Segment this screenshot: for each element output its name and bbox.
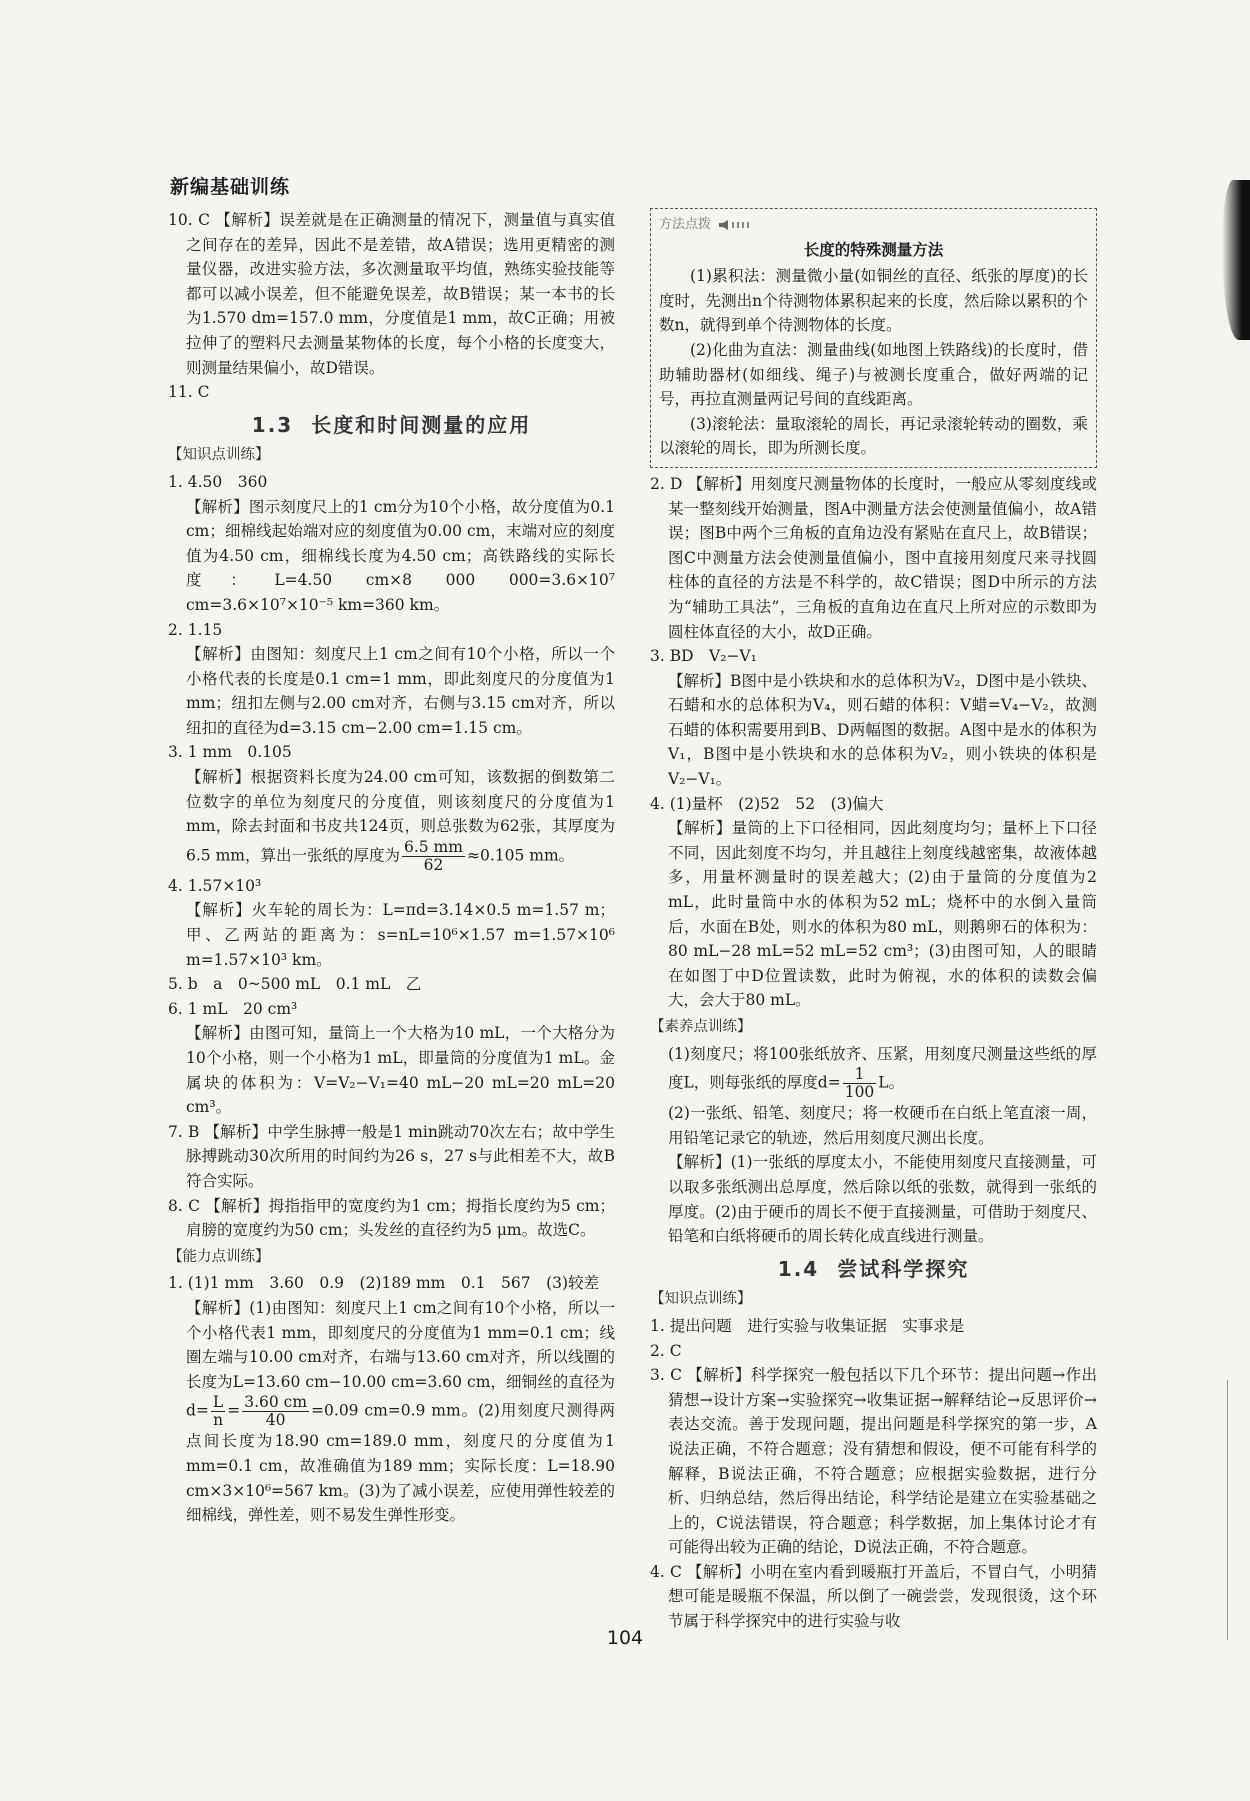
tip-title: 长度的特殊测量方法 [803, 240, 944, 259]
ability-answer-4: 4. (1)量杯 (2)52 52 (3)偏大 [650, 794, 884, 813]
fraction-numerator: 1 [843, 1066, 877, 1084]
page-number: 104 [606, 1627, 644, 1649]
ability-answer-1-explanation [168, 1296, 615, 1528]
answer-2-explanation: 【解析】由图知：刻度尺上1 cm之间有10个小格，所以一个小格代表的长度是0.1 cm=1 mm，即此刻度尺的分度值为1 mm；纽扣左侧与2.00 cm对齐，右侧与3.15 cm对齐，所以纽扣的直径为d=3.15 cm−2.00 cm=1.15 cm。 [186, 645, 615, 737]
answer-2: 2. 1.15 [168, 620, 223, 639]
answer-3: 3. 1 mm 0.105 [168, 743, 292, 762]
fraction-denominator: 62 [423, 855, 444, 874]
speaker-icon [717, 219, 757, 231]
answer-4-explanation: 【解析】火车轮的周长为：L=πd=3.14×0.5 m=1.57 m；甲、乙两站的距离为：s=nL=10⁶×1.57 m=1.57×10⁶ m=1.57×10³ km。 [186, 901, 615, 969]
answer-5: 5. b a 0~500 mL 0.1 mL 乙 [168, 975, 422, 994]
answer-7: 7. B 【解析】中学生脉搏一般是1 min跳动70次左右；故中学生脉搏跳动30次所用的时间约为26 s，27 s与此相差不大，故B符合实际。 [168, 1122, 615, 1190]
right-column [650, 208, 1097, 1634]
answer-1: 1. 4.50 360 [168, 472, 268, 491]
answer-8: 8. C 【解析】拇指指甲的宽度约为1 cm；拇指长度约为5 cm；肩膀的宽度约为50 cm；头发丝的直径约为5 μm。故选C。 [168, 1196, 615, 1240]
fraction-numerator: L [212, 1393, 224, 1412]
section2-answer-2: 2. C [650, 1341, 682, 1360]
section-title-1-3 [168, 413, 615, 438]
section2-answer-1: 1. 提出问题 进行实验与收集证据 实事求是 [650, 1316, 965, 1335]
answer-10: 10. C 【解析】误差就是在正确测量的情况下，测量值与真实值之间存在的差异，因此不是差错，故A错误；选用更精密的测量仪器，改进实验方法，多次测量取平均值，熟练实验技能等都可以减小误差，但不能避免误差，故B错误；某一本书的长为1.570 dm=157.0 mm，分度值是1 mm，故C正确；用被拉伸了的塑料尺去测量某物体的长度，每个小格的长度变大，则测量结果偏小，故D错误。 [168, 211, 615, 377]
section2-answer-3: 3. C 【解析】科学探究一般包括以下几个环节：提出问题→作出猜想→设计方案→实验探究→收集证据→解释结论→反思评价→表达交流。善于发现问题，提出问题是科学探究的第一步，A说法正确，不符合题意；没有猜想和假设，便不可能有科学的解释，B说法正确，不符合题意；应根据实验数据，进行分析、归纳总结，然后得出结论，科学结论是建立在实验基础之上的，C说法错误，符合题意；科学数据，加上集体讨论才有可能得出较为正确的结论，D说法正确，不符合题意。 [650, 1366, 1097, 1557]
tip-item-3: (3)滚轮法：量取滚轮的周长，再记录滚轮转动的圈数，乘以滚轮的周长，即为所测长度。 [659, 414, 1088, 458]
ability-answer-3-explanation: 【解析】B图中是小铁块和水的总体积为V₂，D图中是小铁块、石蜡和水的总体积为V₄，则石蜡的体积：V蜡=V₄−V₂，故测石蜡的体积需要用到B、D两幅图的数据。A图中是水的体积为V₁，B图中是小铁块和水的总体积为V₂，则小铁块的体积是V₂−V₁。 [668, 671, 1097, 789]
fraction-numerator: 3.60 cm [244, 1393, 308, 1412]
subhead-ability: 【能力点训练】 [168, 1248, 270, 1265]
fraction [843, 1066, 877, 1101]
page-header: 新编基础训练 [170, 176, 291, 198]
section2-answer-4: 4. C 【解析】小明在室内看到暖瓶打开盖后，不冒白气，小明猜想可能是暖瓶不保温，所以倒了一碗尝尝，发现很烫，这个环节属于科学探究中的进行实验与收 [650, 1562, 1097, 1631]
ability-answer-3: 3. BD V₂−V₁ [650, 647, 757, 666]
page-edge-shadow [1222, 180, 1250, 340]
method-tip-box [650, 208, 1097, 468]
answer-1-explanation: 【解析】图示刻度尺上的1 cm分为10个小格，故分度值为0.1 cm；细棉线起始端对应的刻度值为0.00 cm，末端对应的刻度值为4.50 cm，细棉线长度为4.50 cm；高铁路线的实际长度：L=4.50 cm×8 000 000=3.6×10⁷ cm=3.6×10⁷×10⁻⁵ km=360 km。 [186, 497, 615, 614]
fraction [242, 1394, 309, 1429]
fraction-denominator: n [213, 1411, 224, 1430]
answer-11: 11. C [168, 383, 210, 402]
answer-3-explanation [168, 765, 615, 874]
answer-3-tail: ≈0.105 mm。 [466, 846, 575, 865]
ability-text-c: =0.09 cm=0.9 mm。(2)用刻度尺测得两点间长度为18.90 cm=189.0 mm，刻度尺的分度值为1 mm=0.1 cm，故准确值为189 mm；实际长度：L=18.90 cm×3×10⁶=567 km。(3)为了减小误差，应使用弹性较差的细棉线，弹性差，则不易发生弹性形变。 [186, 1401, 615, 1525]
section-title-text: 尝试科学探究 [837, 1256, 970, 1281]
literacy-text-b: L。 [878, 1073, 905, 1092]
subhead-knowledge: 【知识点训练】 [168, 447, 270, 464]
answer-4: 4. 1.57×10³ [168, 876, 262, 895]
left-column [168, 208, 615, 1528]
section-number: 1.3 [251, 412, 294, 437]
subhead-knowledge-2: 【知识点训练】 [650, 1291, 752, 1308]
answer-6: 6. 1 mL 20 cm³ [168, 999, 298, 1018]
ability-answer-1: 1. (1)1 mm 3.60 0.9 (2)189 mm 0.1 567 (3)较差 [168, 1274, 600, 1293]
literacy-answer-1 [650, 1042, 1097, 1102]
fraction [211, 1394, 225, 1429]
fraction-denominator: 100 [844, 1083, 875, 1102]
section-title-1-4 [650, 1257, 1097, 1282]
ability-answer-2: 2. D 【解析】用刻度尺测量物体的长度时，一般应从零刻度线或某一整刻线开始测量，图A中测量方法会使测量值偏小，故A错误；图B中两个三角板的直角边没有紧贴在直尺上，故B错误；图C中测量方法会使测量值偏小，图中直接用刻度尺来寻找圆柱体的直径的方法是不科学的，故C错误；图D中所示的方法为“辅助工具法”，三角板的直角边在直尺上所对应的示数即为圆柱体直径的大小，故D正确。 [650, 474, 1097, 641]
section-number: 1.4 [777, 1256, 820, 1281]
ability-answer-4-explanation: 【解析】量筒的上下口径相同，因此刻度均匀；量杯上下口径不同，因此刻度不均匀，并且越往上刻度线越密集，故液体越多，用量杯测量时的误差越大；(2)由于量筒的分度值为2 mL，此时量筒中水的体积为52 mL；烧杯中的水倒入量筒后，水面在B处，则水的体积为80 mL，则鹅卵石的体积为：80 mL−28 mL=52 mL=52 cm³；(3)由图可知，人的眼睛在如图丁中D位置读数，此时为俯视，水的体积的读数会偏大，会大于80 mL。 [668, 819, 1097, 1010]
tip-item-1: (1)累积法：测量微小量(如铜丝的直径、纸张的厚度)的长度时，先测出n个待测物体累积起来的长度，然后除以累积的个数n，就得到单个待测物体的长度。 [659, 267, 1088, 335]
answer-3-text: 【解析】根据资料长度为24.00 cm可知，该数据的倒数第二位数字的单位为刻度尺的分度值，则该刻度尺的分度值为1 mm，除去封面和书皮共124页，则总张数为62张，其厚度为6.5 mm，算出一张纸的厚度为 [186, 768, 615, 865]
fraction-numerator: 6.5 mm [403, 837, 463, 856]
literacy-text-a: (1)刻度尺；将100张纸放齐、压紧，用刻度尺测量这些纸的厚度L，则每张纸的厚度d= [668, 1044, 1097, 1092]
fraction-denominator: 40 [265, 1411, 286, 1430]
fraction [402, 839, 465, 874]
tip-item-2: (2)化曲为直法：测量曲线(如地图上铁路线)的长度时，借助辅助器材(如细线、绳子)与被测长度重合，做好两端的记号，再拉直测量两记号间的直线距离。 [659, 340, 1088, 409]
answer-6-explanation: 【解析】由图可知，量筒上一个大格为10 mL，一个大格分为10个小格，则一个小格为1 mL，即量筒的分度值为1 mL。金属块的体积为：V=V₂−V₁=40 mL−20 mL=20 mL=20 cm³。 [186, 1024, 615, 1117]
ability-text-a: 【解析】(1)由图知：刻度尺上1 cm之间有10个小格，所以一个小格代表1 mm，即刻度尺的分度值为1 mm=0.1 cm；线圈左端与10.00 cm对齐，右端与13.60 cm对齐，所以线圈的长度为L=13.60 cm−10.00 cm=3.60 cm，细铜丝的直径为d= [186, 1298, 615, 1420]
section-title-text: 长度和时间测量的应用 [311, 412, 532, 437]
literacy-explanation: 【解析】(1)一张纸的厚度太小，不能使用刻度尺直接测量，可以取多张纸测出总厚度，然后除以纸的张数，就得到一张纸的厚度。(2)由于硬币的周长不便于直接测量，可借助于刻度尺、铅笔和白纸将硬币的周长转化成直线进行测量。 [668, 1153, 1097, 1246]
ability-text-b: = [227, 1401, 241, 1420]
tip-label-text: 方法点拨 [659, 217, 712, 232]
tip-label [659, 213, 1088, 238]
subhead-literacy: 【素养点训练】 [650, 1019, 752, 1035]
page-edge-line [1227, 1380, 1228, 1640]
literacy-answer-2: (2)一张纸、铅笔、刻度尺；将一枚硬币在白纸上笔直滚一周，用铅笔记录它的轨迹，然后用刻度尺测出长度。 [668, 1104, 1097, 1147]
